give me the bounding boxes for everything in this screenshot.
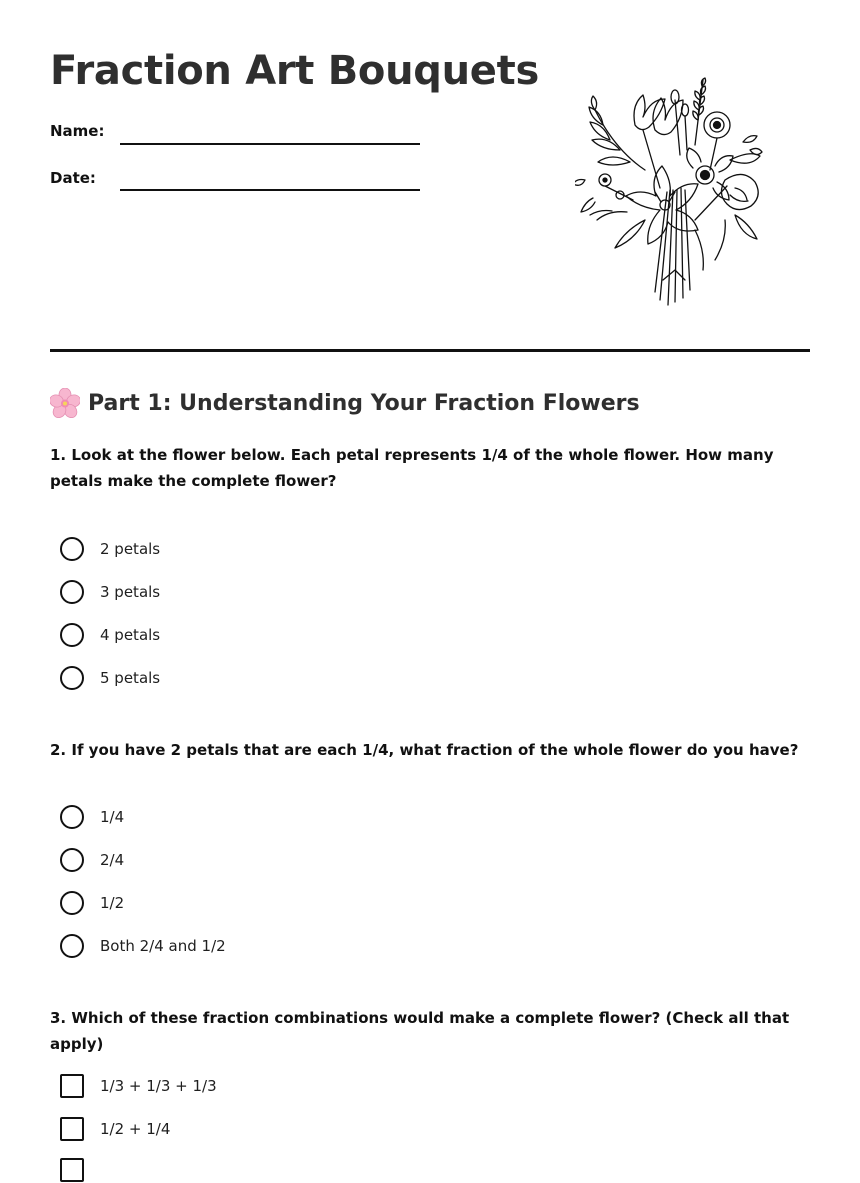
option-label: 5 petals — [100, 669, 161, 687]
checkbox[interactable] — [60, 1074, 84, 1098]
question-1-option[interactable] — [60, 579, 160, 605]
part1-heading-text: Part 1: Understanding Your Fraction Flowers — [88, 390, 640, 416]
radio-button[interactable] — [60, 580, 84, 604]
radio-button[interactable] — [60, 623, 84, 647]
part1-heading — [50, 388, 640, 418]
option-label: 1/4 — [100, 808, 125, 826]
radio-button[interactable] — [60, 934, 84, 958]
question-2-option[interactable] — [60, 933, 226, 959]
flower-bouquet-icon — [575, 70, 765, 315]
question-1-option[interactable] — [60, 622, 160, 648]
option-label: 4 petals — [100, 626, 161, 644]
cherry-blossom-icon — [50, 388, 80, 418]
question-2-option[interactable] — [60, 847, 124, 873]
radio-button[interactable] — [60, 537, 84, 561]
checkbox[interactable] — [60, 1158, 84, 1182]
question-3-option[interactable] — [60, 1116, 170, 1142]
question-1-text: 1. Look at the flower below. Each petal represents 1/4 of the whole flower. How many petals make the complete flower? — [50, 446, 774, 490]
question-3-option[interactable] — [60, 1073, 217, 1099]
option-label: 3 petals — [100, 583, 161, 601]
question-2-option[interactable] — [60, 890, 124, 916]
option-label: 1/2 — [100, 894, 125, 912]
radio-button[interactable] — [60, 891, 84, 915]
question-1-option[interactable] — [60, 665, 160, 691]
date-label: Date: — [50, 169, 96, 187]
radio-button[interactable] — [60, 666, 84, 690]
question-3-text: 3. Which of these fraction combinations would make a complete flower? (Check all that apply) — [50, 1009, 790, 1053]
option-label: 1/2 + 1/4 — [100, 1120, 171, 1138]
header-divider — [50, 349, 810, 352]
question-1-option[interactable] — [60, 536, 160, 562]
radio-button[interactable] — [60, 848, 84, 872]
name-label: Name: — [50, 122, 105, 140]
name-field[interactable] — [120, 143, 420, 145]
option-label: Both 2/4 and 1/2 — [100, 937, 226, 955]
option-label: 2/4 — [100, 851, 125, 869]
worksheet-title: Fraction Art Bouquets — [50, 48, 539, 94]
option-label: 1/3 + 1/3 + 1/3 — [100, 1077, 217, 1095]
option-label: 2 petals — [100, 540, 161, 558]
question-2-option[interactable] — [60, 804, 124, 830]
question-2-text: 2. If you have 2 petals that are each 1/4, what fraction of the whole flower do you have? — [50, 741, 799, 759]
date-field[interactable] — [120, 189, 420, 191]
checkbox[interactable] — [60, 1117, 84, 1141]
radio-button[interactable] — [60, 805, 84, 829]
